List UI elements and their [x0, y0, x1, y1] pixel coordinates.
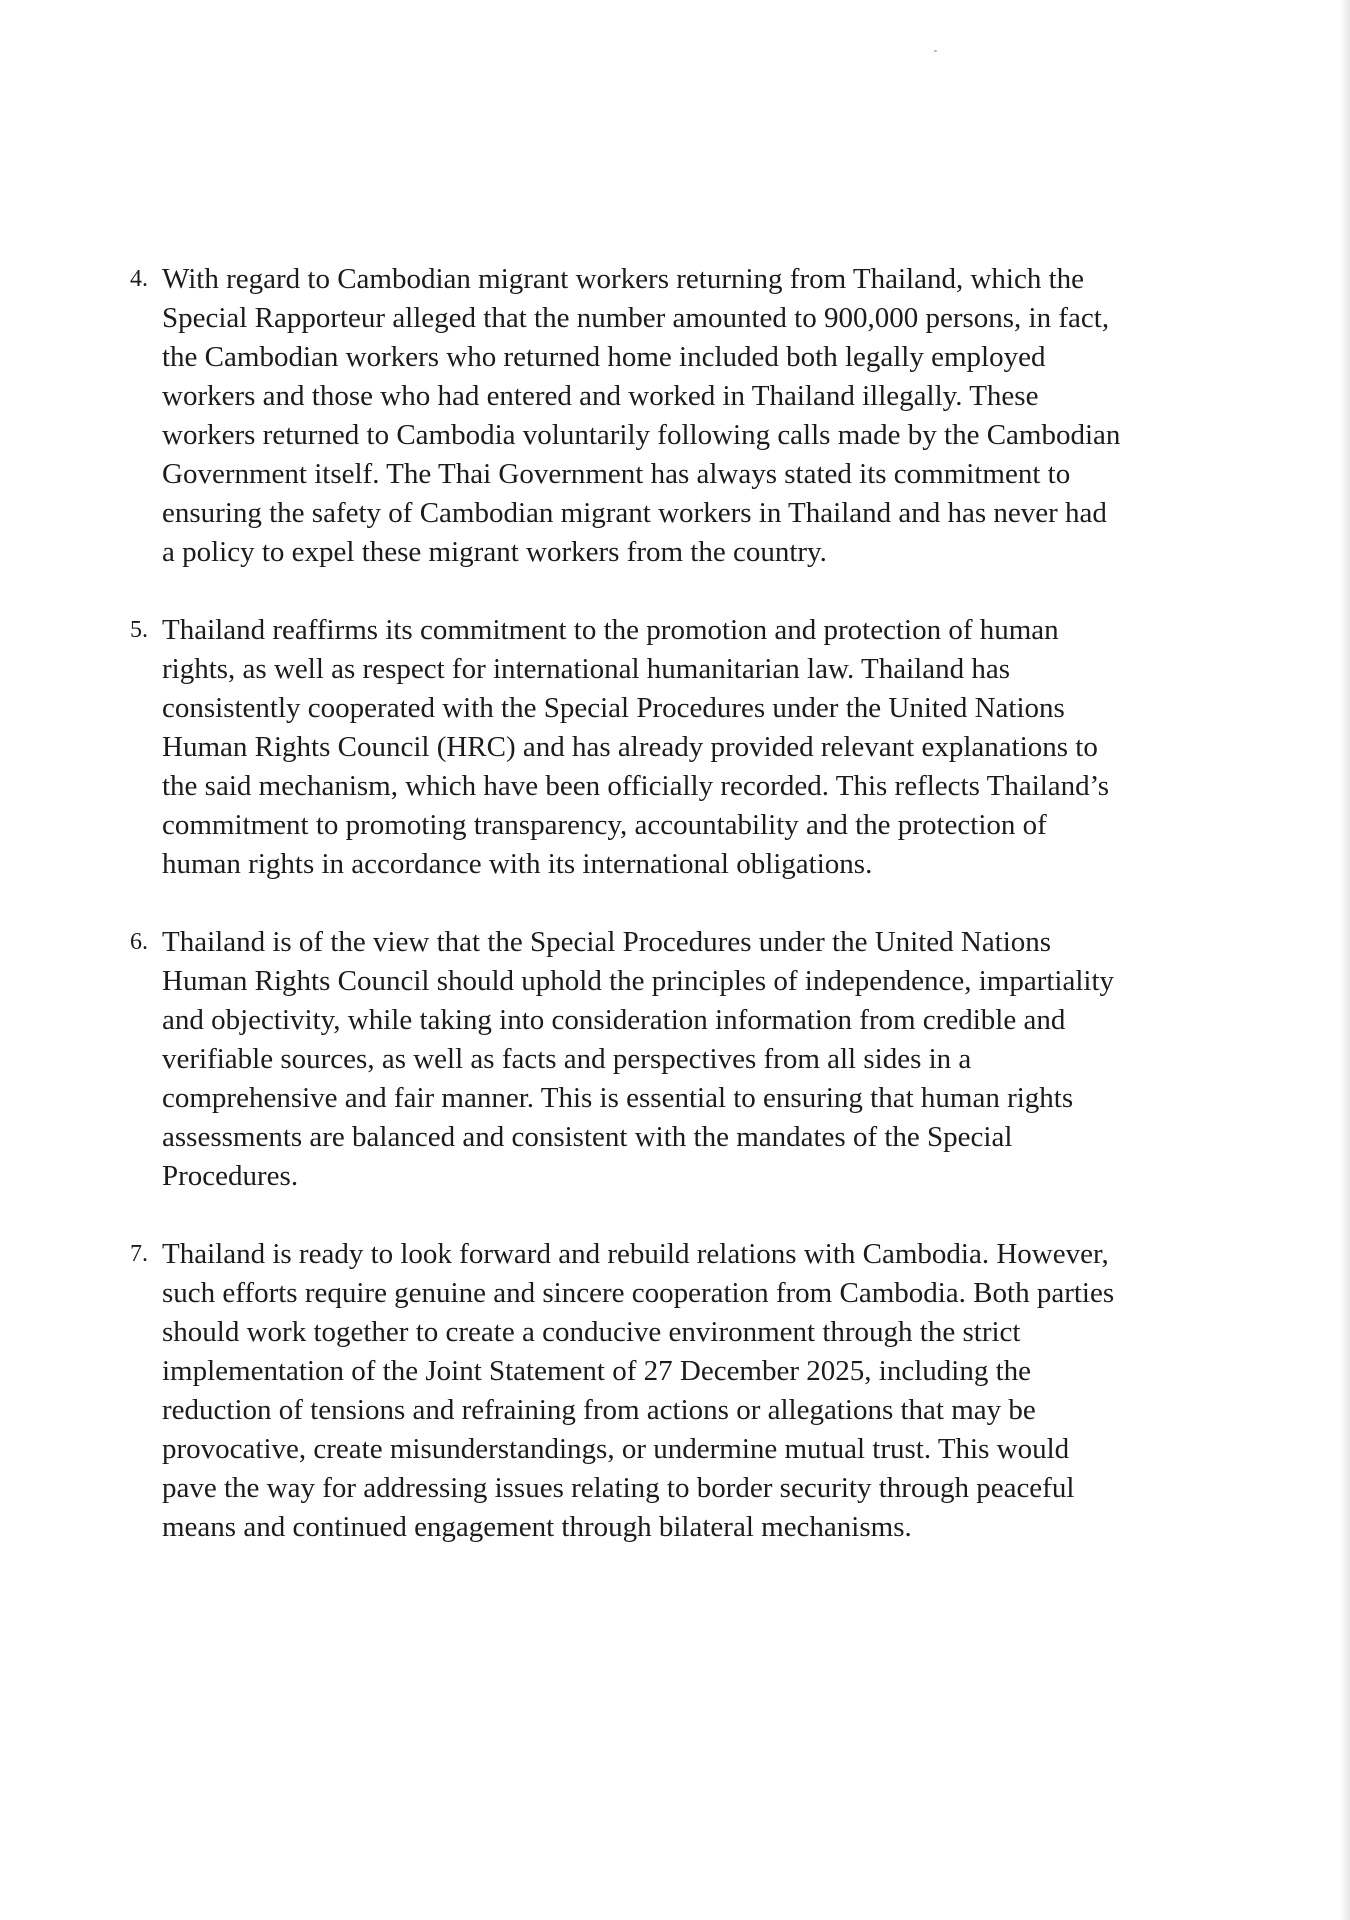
- paragraph-line: rights, as well as respect for international humanitarian law. Thailand has: [162, 653, 1010, 685]
- paragraph-line: Special Rapporteur alleged that the number amounted to 900,000 persons, in fact,: [162, 302, 1110, 334]
- paragraph-line: provocative, create misunderstandings, or undermine mutual trust. This would: [162, 1433, 1070, 1465]
- document-body: [130, 260, 1260, 1586]
- paragraph-number: 7.: [130, 1241, 148, 1267]
- paragraph-line: implementation of the Joint Statement of 27 December 2025, including the: [162, 1355, 1031, 1387]
- paragraph-4: [130, 260, 1260, 572]
- paragraph-line: Thailand reaffirms its commitment to the promotion and protection of human: [162, 614, 1059, 646]
- paragraph-line: Government itself. The Thai Government has always stated its commitment to: [162, 458, 1071, 490]
- paragraph-line: commitment to promoting transparency, accountability and the protection of: [162, 809, 1047, 841]
- paragraph-number: 4.: [130, 266, 148, 292]
- paragraph-line: Thailand is ready to look forward and rebuild relations with Cambodia. However,: [162, 1238, 1109, 1270]
- paragraph-number: 5.: [130, 617, 148, 643]
- paragraph-line: Procedures.: [162, 1160, 299, 1192]
- paragraph-line: With regard to Cambodian migrant workers returning from Thailand, which the: [162, 263, 1085, 295]
- paragraph-line: and objectivity, while taking into consideration information from credible and: [162, 1004, 1066, 1036]
- paragraph-line: assessments are balanced and consistent with the mandates of the Special: [162, 1121, 1013, 1153]
- paragraph-line: ensuring the safety of Cambodian migrant workers in Thailand and has never had: [162, 497, 1107, 529]
- paragraph-line: a policy to expel these migrant workers from the country.: [162, 536, 827, 568]
- paragraph-line: the said mechanism, which have been officially recorded. This reflects Thailand’s: [162, 770, 1110, 802]
- paragraph-line: should work together to create a conducive environment through the strict: [162, 1316, 1021, 1348]
- paragraph-line: verifiable sources, as well as facts and perspectives from all sides in a: [162, 1043, 972, 1075]
- paragraph-line: Thailand is of the view that the Special Procedures under the United Nations: [162, 926, 1052, 958]
- paragraph-line: such efforts require genuine and sincere cooperation from Cambodia. Both parties: [162, 1277, 1115, 1309]
- paragraph-7: [130, 1235, 1260, 1547]
- paragraph-line: consistently cooperated with the Special Procedures under the United Nations: [162, 692, 1065, 724]
- paragraph-line: reduction of tensions and refraining from actions or allegations that may be: [162, 1394, 1036, 1426]
- paragraph-line: workers and those who had entered and worked in Thailand illegally. These: [162, 380, 1039, 412]
- paragraph-line: Human Rights Council (HRC) and has already provided relevant explanations to: [162, 731, 1098, 763]
- paragraph-line: pave the way for addressing issues relating to border security through peaceful: [162, 1472, 1075, 1504]
- paragraph-line: workers returned to Cambodia voluntarily following calls made by the Cambodian: [162, 419, 1121, 451]
- paragraph-6: [130, 923, 1260, 1196]
- paragraph-5: [130, 611, 1260, 884]
- paragraph-number: 6.: [130, 929, 148, 955]
- paragraph-line: Human Rights Council should uphold the principles of independence, impartiality: [162, 965, 1115, 997]
- paragraph-line: means and continued engagement through bilateral mechanisms.: [162, 1511, 912, 1543]
- paragraph-line: the Cambodian workers who returned home included both legally employed: [162, 341, 1046, 373]
- scan-edge-shadow: [1340, 0, 1350, 1920]
- paragraph-line: comprehensive and fair manner. This is essential to ensuring that human rights: [162, 1082, 1074, 1114]
- scan-speck: [934, 50, 937, 52]
- paragraph-line: human rights in accordance with its international obligations.: [162, 848, 873, 880]
